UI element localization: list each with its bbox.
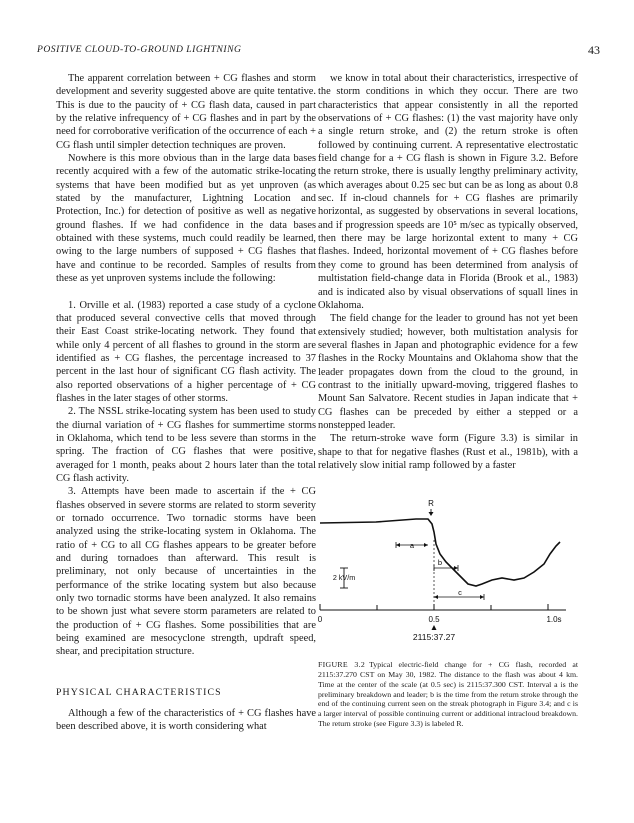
caption-text: Typical electric-field change for + CG flash, recorded at 2115:37.270 CST on May 30, 1982. The distance to the flash was about 4 km. Time at the center of the scale (at 0.5 sec) is 2115:37.300 CST. Interval a is the preliminary breakdown and leader; b is the time from the return stroke through the end of the continuing current seen on the streak photograph in Figure 3.4; and c is a larger interval of possible continuing current or additional intracloud breakdown. The return stroke (see Figure 3.3) is labeled R. [318, 660, 578, 729]
right-column [318, 72, 578, 472]
interval-a-label: a [409, 541, 415, 550]
scale-label: 2 kV/m [332, 573, 356, 582]
paragraph: Nowhere is this more obvious than in the large data bases recently acquired with a few of the automatic strike-locating systems that have been modified but as yet unproven (as stated by the manufacturer, Lightning Location and Protection, Inc.) for detection of positive as well as negative ground flashes. If we had confidence in the data bases obtained with these systems, much could readily be learned, owing to the large numbers of supposed + CG flashes that have and continue to be recorded. Samples of results from these as yet unproven systems include the following: [56, 153, 316, 285]
figure-caption [318, 660, 578, 729]
paragraph: The apparent correlation between + CG flashes and storm development and severity suggested above are quite tentative. This is due to the paucity of + CG flash data, caused in part by the relative infrequency of + CG flashes and in part by the need for corroborative verification of the occurrence of each + CG flash until simpler detection techniques are proven. [56, 73, 316, 151]
time-axis [320, 604, 566, 610]
caption-label: FIGURE 3.2 [318, 660, 366, 669]
page-number: 43 [588, 43, 600, 57]
interval-c-label: c [458, 588, 462, 597]
timestamp-label: 2115:37.27 [412, 632, 456, 642]
running-title: POSITIVE CLOUD-TO-GROUND LIGHTNING [37, 44, 242, 55]
return-stroke-label: R [428, 499, 434, 508]
left-column [56, 72, 316, 734]
axis-label-mid: 0.5 [428, 615, 440, 624]
page-header [37, 44, 600, 58]
list-item: 1. Orville et al. (1983) reported a case study of a cyclone that produced several convective cells that moved through their East Coast strike-locating network. They found that while only 4 percent of all flashes to ground in the storm are identified as + CG flashes, the percentage increased to 37 percent in the last hour of significant CG flash activity. The also reported observations of a higher percentage of + CG flashes in the later stages of other storms. [56, 299, 316, 404]
paragraph: The return-stroke wave form (Figure 3.3) is similar in shape to that for negative flashes (Rust et al., 1981b), with a relatively slow initial ramp followed by a faster [318, 433, 578, 471]
timestamp-arrow [432, 625, 437, 630]
list-item: 2. The NSSL strike-locating system has been used to study the diurnal variation of + CG flashes for summertime storms in Oklahoma, which tend to be less severe than storms in the spring. The fraction of CG flashes that were positive, averaged for 1 month, peaks about 2 hours later than the total CG flash activity. [56, 406, 316, 484]
paragraph: we know in total about their characteristics, irrespective of the storm conditions in which they occur. There are two characteristics that appear consistently in all the reported observations of + CG flashes: (1) the vast majority have only a single return stroke, and (2) the return stroke is often followed by continuing current. A representative electrostatic field change for a + CG flash is shown in Figure 3.2. Before the return stroke, there is usually lengthy preliminary activity, which averages about 0.25 sec but can be as long as about 0.8 sec. If in-cloud channels for + CG flashes are primarily horizontal, as suggested by observations in several locations, and if progression speeds are 10⁵ m/sec as typically observed, then there may be large horizontal extent to many + CG flashes. Indeed, horizontal movement of + CG flashes before they come to ground has been determined from analysis of multistation field-change data in Florida (Brook et al., 1983) and is indicated also by visual observations of squall lines in Oklahoma. [318, 73, 578, 311]
section-heading: PHYSICAL CHARACTERISTICS [56, 686, 222, 698]
field-change-plot [316, 498, 580, 658]
axis-label-start: 0 [317, 615, 323, 624]
interval-b-label: b [437, 558, 443, 567]
axis-label-end: 1.0s [546, 615, 562, 624]
paragraph: The field change for the leader to ground has not yet been extensively studied; however, both multistation analysis for several flashes in Japan and photographic evidence for a few flashes in the Rocky Mountains and Oklahoma show that the leader propagates down from the cloud to the ground, in contrast to the initially upward-moving, triggered flashes to Mount San Salvatore. Recent studies in Japan indicate that + CG flashes can be preceded by either a stepped or a nonstepped leader. [318, 313, 578, 431]
return-stroke-arrowhead [429, 512, 434, 516]
list-item: 3. Attempts have been made to ascertain if the + CG flashes observed in severe storms are related to storm severity or tornado occurrence. Two tornadic storms have been analyzed using the strike-locating system in Oklahoma. The ratio of + CG to all CG flashes appears to be greater before and during tornadoes than afterward. This result is preliminary, not only because of uncertainties in the performance of the strike locating system but also because only two tornadic storms have been analyzed. It also remains to be shown just what severe storm parameters are related to the production of + CG flashes. Some possibilities that are being examined are mesocyclone strength, updraft speed, shear, and precipitation structure. [56, 486, 316, 658]
figure-3-2 [316, 498, 580, 658]
field-change-trace [320, 519, 560, 586]
paragraph: Although a few of the characteristics of + CG flashes have been described above, it is worth considering what [56, 708, 316, 733]
